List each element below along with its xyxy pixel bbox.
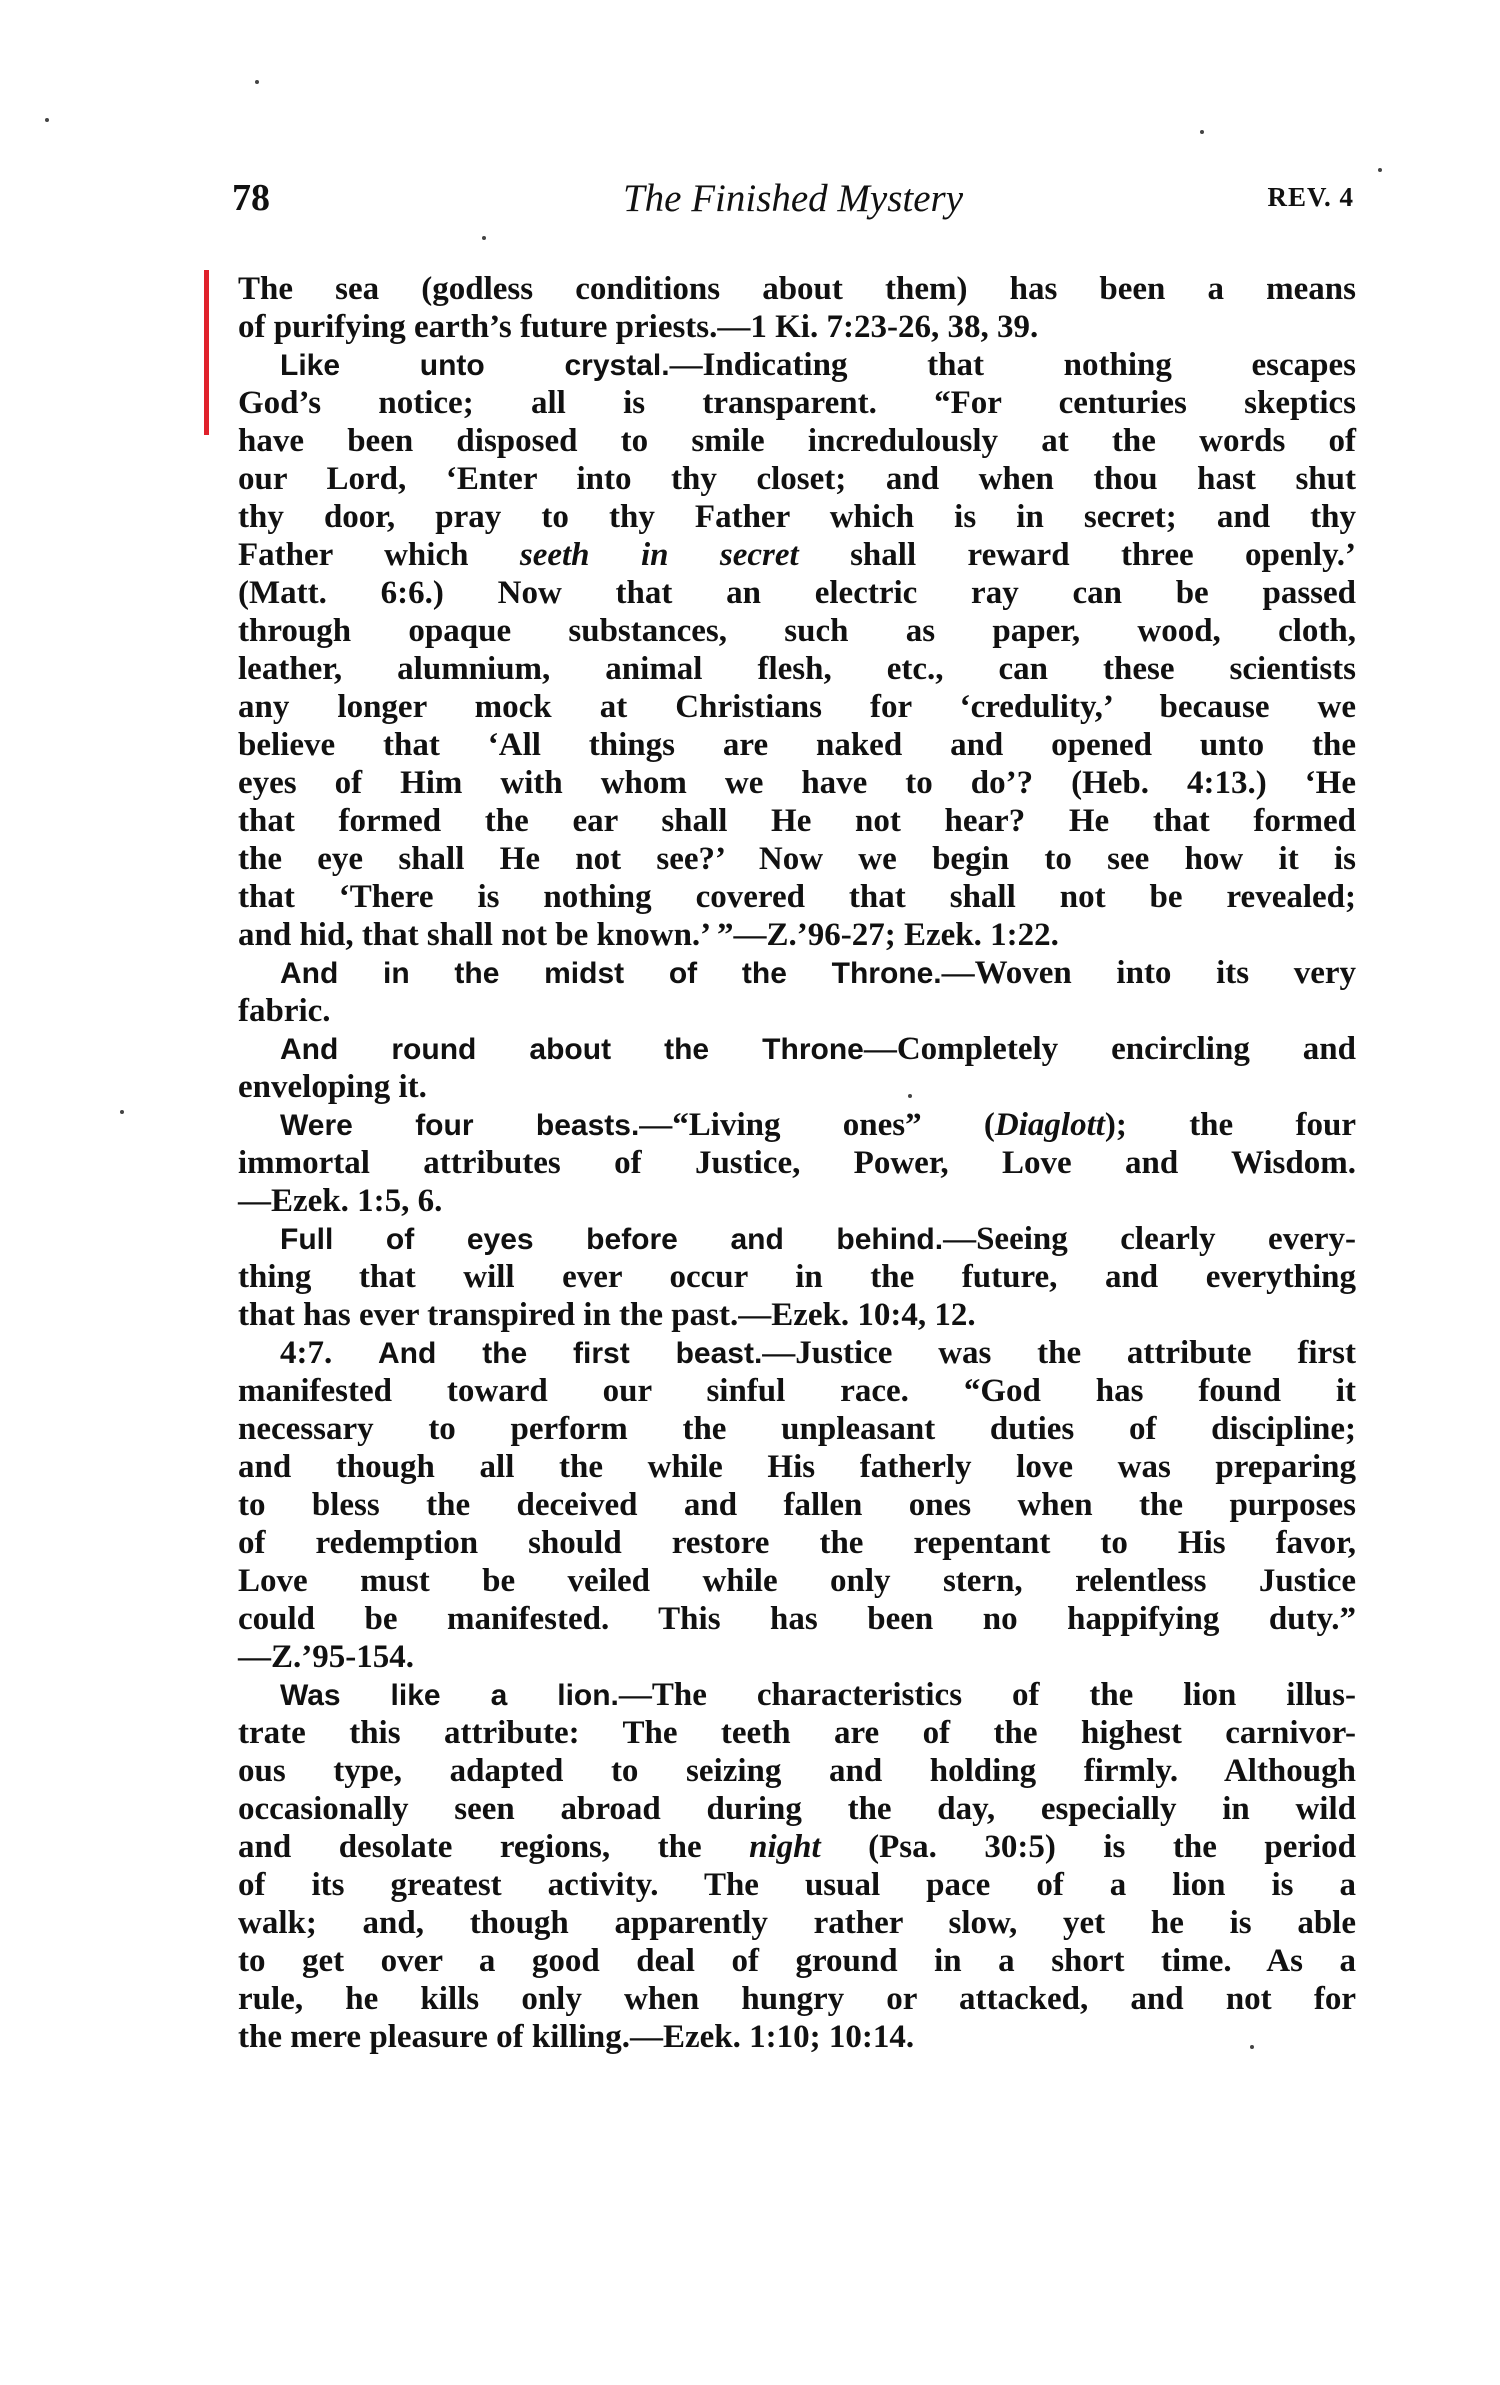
scan-speck <box>1250 2045 1254 2049</box>
text-line: of its greatest activity. The usual pace of a lion is a <box>238 1867 1356 1903</box>
verse-reference: 4:7. <box>280 1335 379 1371</box>
text-line: thing that will ever occur in the future, and everything <box>238 1259 1356 1295</box>
text-line: enveloping it. <box>238 1069 427 1105</box>
page-number: 78 <box>232 177 270 219</box>
running-title: The Finished Mystery <box>622 177 964 220</box>
text-line: Father which seeth in secret shall reward three openly.’ <box>238 537 1356 573</box>
text-line: the eye shall He not see?’ Now we begin to see how it is <box>238 841 1356 877</box>
text-line: that formed the ear shall He not hear? He that formed <box>238 803 1356 839</box>
text-line: leather, alumnium, animal flesh, etc., can these scientists <box>238 651 1356 687</box>
text-line: believe that ‘All things are naked and opened unto the <box>238 727 1356 763</box>
verse-phrase: And round about the Throne <box>280 1033 864 1066</box>
verse-phrase: Were four beasts. <box>280 1109 640 1142</box>
text-line: that ‘There is nothing covered that shall not be revealed; <box>238 879 1356 915</box>
text-line: through opaque substances, such as paper, wood, cloth, <box>238 613 1356 649</box>
text-line: the mere pleasure of killing.—Ezek. 1:10; 10:14. <box>238 2019 915 2055</box>
verse-heading-line: Was like a lion.—The characteristics of the lion illus- <box>280 1677 1356 1713</box>
text-line: immortal attributes of Justice, Power, Love and Wisdom. <box>238 1145 1356 1181</box>
text-line: manifested toward our sinful race. “God has found it <box>238 1373 1356 1409</box>
text-line: could be manifested. This has been no happifying duty.” <box>238 1601 1356 1637</box>
scan-speck <box>1200 130 1204 134</box>
text-line: rule, he kills only when hungry or attacked, and not for <box>238 1981 1356 2017</box>
scan-speck <box>45 118 49 122</box>
text-line: walk; and, though apparently rather slow, yet he is able <box>238 1905 1356 1941</box>
verse-heading-line: Like unto crystal.—Indicating that nothing escapes <box>280 347 1356 383</box>
scan-speck <box>1378 168 1382 172</box>
verse-heading-line: Were four beasts.—“Living ones” (Diaglott); the four <box>280 1107 1356 1143</box>
text-line: and hid, that shall not be known.’ ”—Z.’96-27; Ezek. 1:22. <box>238 917 1059 953</box>
verse-heading-line: And round about the Throne—Completely encircling and <box>280 1031 1356 1067</box>
text-line: any longer mock at Christians for ‘credulity,’ because we <box>238 689 1356 725</box>
text-line: eyes of Him with whom we have to do’? (Heb. 4:13.) ‘He <box>238 765 1356 801</box>
verse-phrase: Like unto crystal. <box>280 349 670 382</box>
section-reference: REV. 4 <box>1267 182 1354 212</box>
text-line: to bless the deceived and fallen ones when the purposes <box>238 1487 1356 1523</box>
commentary-text <box>238 270 1356 2056</box>
text-line: occasionally seen abroad during the day, especially in wild <box>238 1791 1356 1827</box>
text-line: The sea (godless conditions about them) has been a means <box>238 271 1356 307</box>
text-line: trate this attribute: The teeth are of the highest carnivor- <box>238 1715 1356 1751</box>
text-line: our Lord, ‘Enter into thy closet; and when thou hast shut <box>238 461 1356 497</box>
verse-phrase: And in the midst of the Throne. <box>280 957 942 990</box>
scan-speck <box>908 1094 912 1098</box>
verse-heading-line: Full of eyes before and behind.—Seeing clearly every- <box>280 1221 1356 1257</box>
text-line: and desolate regions, the night (Psa. 30:5) is the period <box>238 1829 1357 1865</box>
scan-speck <box>482 236 486 240</box>
text-line: —Ezek. 1:5, 6. <box>238 1183 443 1219</box>
text-line: fabric. <box>238 993 331 1029</box>
verse-heading-line: 4:7. And the first beast.—Justice was the attribute first <box>280 1335 1356 1371</box>
verse-heading-line: And in the midst of the Throne.—Woven into its very <box>280 955 1356 991</box>
page-header <box>232 176 1354 226</box>
text-line: and though all the while His fatherly love was preparing <box>238 1449 1356 1485</box>
verse-phrase: And the first beast. <box>378 1337 763 1370</box>
margin-marker <box>204 270 209 435</box>
verse-phrase: Was like a lion. <box>280 1679 619 1712</box>
verse-phrase: Full of eyes before and behind. <box>280 1223 944 1256</box>
text-line: of redemption should restore the repentant to His favor, <box>238 1525 1356 1561</box>
scan-speck <box>255 80 259 84</box>
scan-speck <box>120 1110 124 1114</box>
text-line: God’s notice; all is transparent. “For centuries skeptics <box>238 385 1356 421</box>
text-line: —Z.’95-154. <box>238 1639 414 1675</box>
text-line: necessary to perform the unpleasant duties of discipline; <box>238 1411 1356 1447</box>
text-line: to get over a good deal of ground in a short time. As a <box>238 1943 1356 1979</box>
text-line: of purifying earth’s future priests.—1 Ki. 7:23-26, 38, 39. <box>238 309 1039 345</box>
text-line: ous type, adapted to seizing and holding firmly. Although <box>238 1753 1356 1789</box>
text-line: (Matt. 6:6.) Now that an electric ray can be passed <box>238 575 1356 611</box>
text-line: that has ever transpired in the past.—Ezek. 10:4, 12. <box>238 1297 976 1333</box>
text-line: Love must be veiled while only stern, relentless Justice <box>238 1563 1356 1599</box>
text-line: thy door, pray to thy Father which is in secret; and thy <box>238 499 1356 535</box>
text-line: have been disposed to smile incredulously at the words of <box>238 423 1356 459</box>
